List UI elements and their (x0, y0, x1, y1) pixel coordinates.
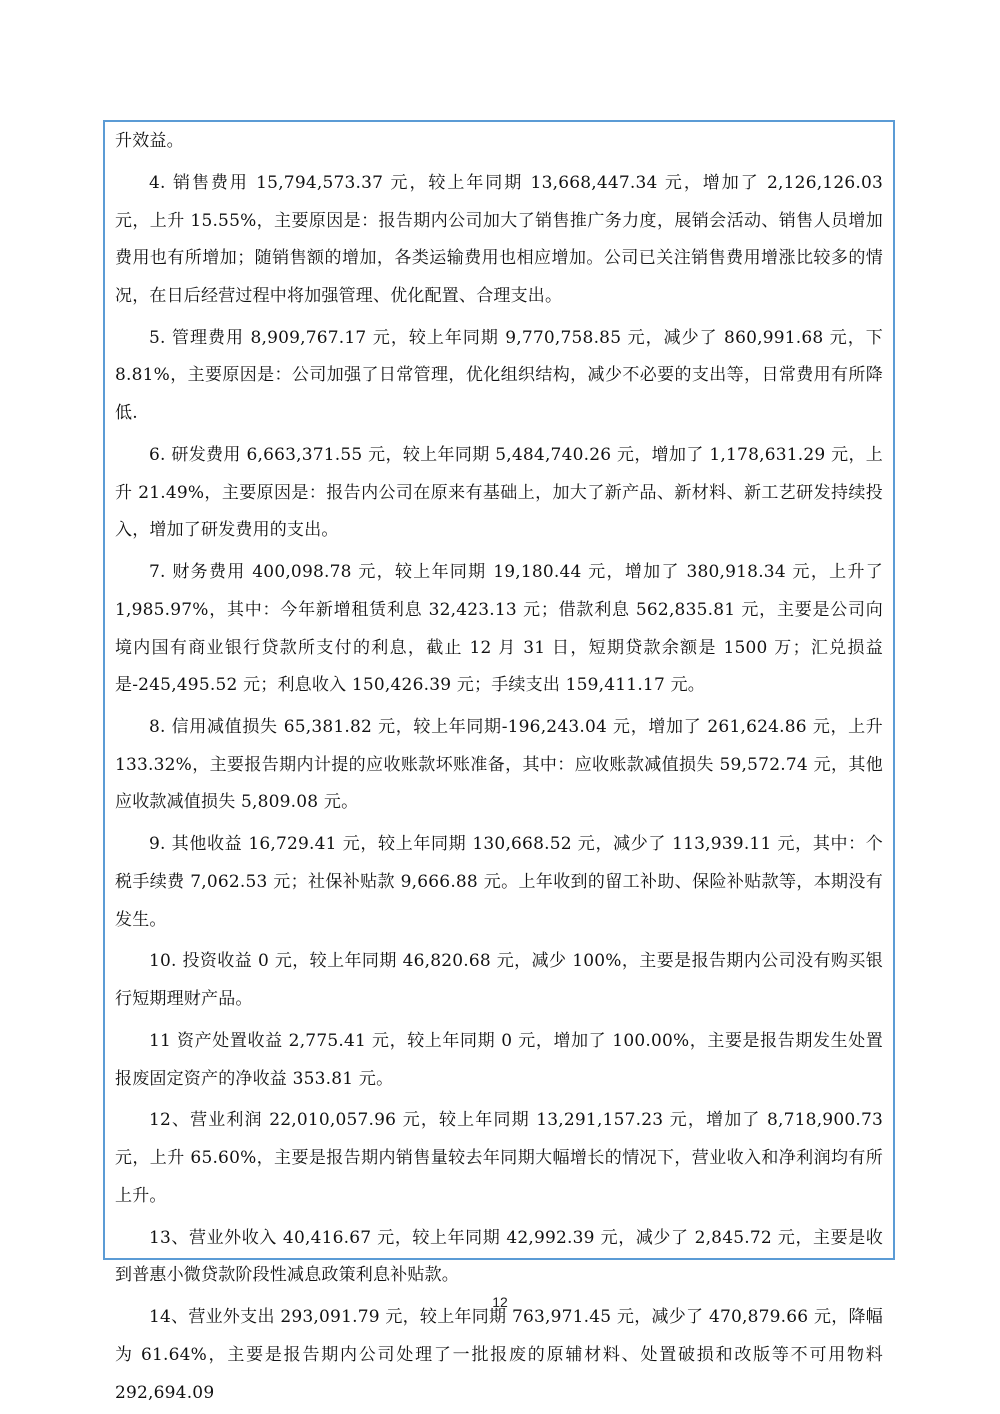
paragraph-sales-expenses: 4. 销售费用 15,794,573.37 元，较上年同期 13,668,447.34 元，增加了 2,126,126.03 元，上升 15.55%，主要原因是：报告期内公司加大了销售推广务力度，展销会活动、销售人员增加费用也有所增加；随销售额的增加，各类运输费用也相应增加。公司已关注销售费用增涨比较多的情况，在日后经营过程中将加强管理、优化配置、合理支出。 (115, 172, 883, 306)
paragraph-admin-expenses: 5. 管理费用 8,909,767.17 元，较上年同期 9,770,758.85 元，减少了 860,991.68 元，下 8.81%，主要原因是：公司加强了日常管理，优化组织结构，减少不必要的支出等，日常费用有所降低. (115, 327, 883, 424)
paragraph-credit-impairment: 8. 信用减值损失 65,381.82 元，较上年同期-196,243.04 元，增加了 261,624.86 元，上升 133.32%，主要报告期内计提的应收账款坏账准备，其中：应收账款减值损失 59,572.74 元，其他应收款减值损失 5,809.08 元。 (115, 717, 883, 813)
paragraph-continuation: 升效益。 (115, 131, 184, 151)
page-number: 12 (492, 1294, 508, 1310)
paragraph-operating-profit: 12、营业利润 22,010,057.96 元，较上年同期 13,291,157.23 元，增加了 8,718,900.73 元，上升 65.60%，主要是报告期内销售量较去年同期大幅增长的情况下，营业收入和净利润均有所上升。 (115, 1110, 883, 1206)
paragraph-investment-income: 10. 投资收益 0 元，较上年同期 46,820.68 元，减少 100%，主要是报告期内公司没有购买银行短期理财产品。 (115, 951, 883, 1010)
paragraph-non-operating-expenses: 14、营业外支出 293,091.79 元，较上年同期 763,971.45 元，减少了 470,879.66 元，降幅为 61.64%，主要是报告期内公司处理了一批报废的原辅材料、处置破损和改版等不可用物料 292,694.09 (115, 1307, 883, 1403)
paragraph-rd-expenses: 6. 研发费用 6,663,371.55 元，较上年同期 5,484,740.26 元，增加了 1,178,631.29 元，上升 21.49%，主要原因是：报告内公司在原来有基础上，加大了新产品、新材料、新工艺研发持续投入，增加了研发费用的支出。 (115, 444, 883, 541)
paragraph-non-operating-income: 13、营业外收入 40,416.67 元，较上年同期 42,992.39 元，减少了 2,845.72 元，主要是收到普惠小微贷款阶段性减息政策利息补贴款。 (115, 1227, 883, 1286)
content-frame (103, 120, 895, 1403)
paragraph-asset-disposal: 11 资产处置收益 2,775.41 元，较上年同期 0 元，增加了 100.00%，主要是报告期发生处置报废固定资产的净收益 353.81 元。 (115, 1030, 883, 1089)
paragraph-other-income: 9. 其他收益 16,729.41 元，较上年同期 130,668.52 元，减少了 113,939.11 元，其中：个税手续费 7,062.53 元；社保补贴款 9,666.88 元。上年收到的留工补助、保险补贴款等，本期没有发生。 (115, 834, 883, 930)
paragraph-financial-expenses: 7. 财务费用 400,098.78 元，较上年同期 19,180.44 元，增加了 380,918.34 元，上升了 1,985.97%，其中：今年新增租赁利息 32,423.13 元；借款利息 562,835.81 元，主要是公司向境内国有商业银行贷款所支付的利息，截止 12 月 31 日，短期贷款余额是 1500 万；汇兑损益是-245,495.52 元；利息收入 150,426.39 元；手续支出 159,411.17 元。 (115, 562, 883, 696)
